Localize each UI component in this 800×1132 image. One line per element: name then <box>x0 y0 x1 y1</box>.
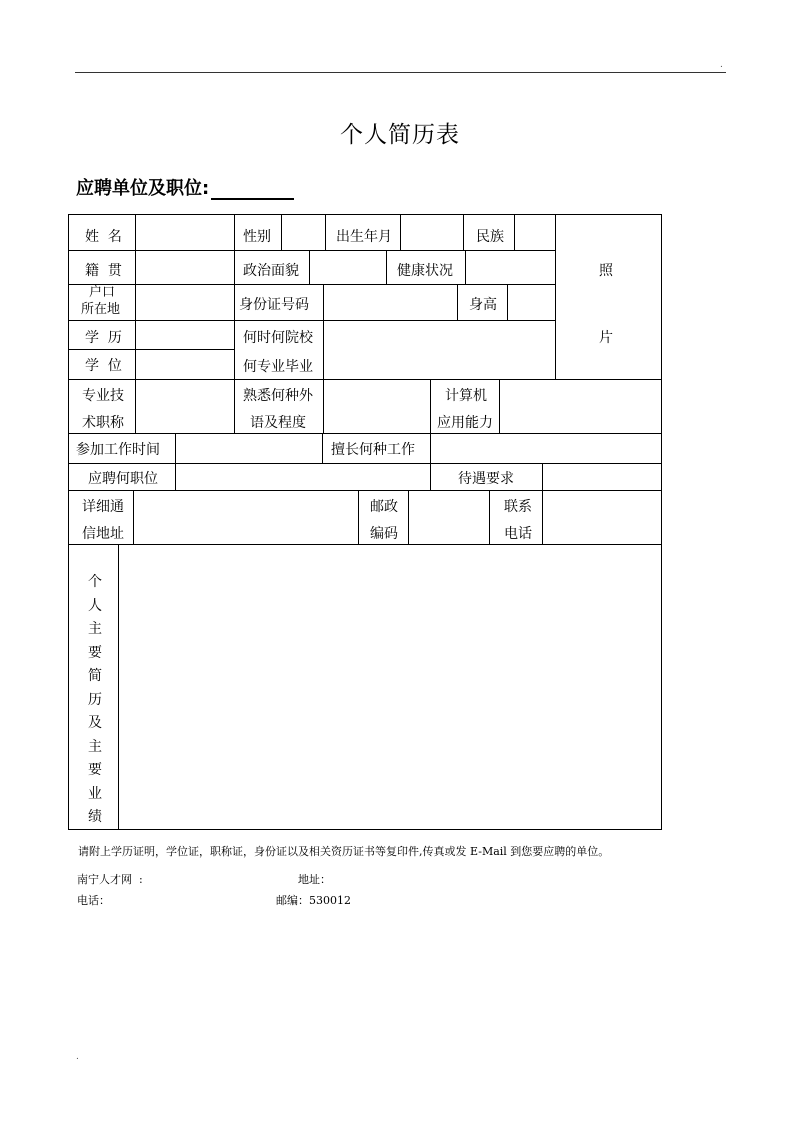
label-name: 姓 名 <box>85 229 122 245</box>
label-address-line2: 信地址 <box>82 526 124 542</box>
apply-position-label: 应聘单位及职位: <box>76 178 210 199</box>
label-phone-line2: 电话 <box>504 526 532 542</box>
gender-field[interactable] <box>282 215 325 250</box>
photo-area[interactable] <box>556 215 661 379</box>
label-health: 健康状况 <box>397 263 453 279</box>
footer-address: 地址： <box>298 873 331 886</box>
hukou-field[interactable] <box>136 285 234 320</box>
label-specialty: 擅长何种工作 <box>331 442 415 458</box>
native-place-field[interactable] <box>136 251 234 284</box>
birth-field[interactable] <box>401 215 463 250</box>
specialty-field[interactable] <box>431 434 661 463</box>
label-native-place: 籍 贯 <box>85 263 122 279</box>
label-school-line1: 何时何院校 <box>243 330 313 346</box>
footer-phone: 电话： <box>77 894 110 907</box>
health-field[interactable] <box>466 251 555 284</box>
label-lang-line1: 熟悉何种外 <box>243 388 313 404</box>
work-start-field[interactable] <box>176 434 322 463</box>
label-hukou-line1: 户口 <box>89 285 116 300</box>
position-field[interactable] <box>176 464 430 490</box>
height-field[interactable] <box>508 285 555 320</box>
title-field[interactable] <box>136 380 234 433</box>
label-school-line2: 何专业毕业 <box>243 359 313 375</box>
resume-body-field[interactable] <box>119 545 661 829</box>
label-birth: 出生年月 <box>336 229 392 245</box>
label-height: 身高 <box>469 297 497 313</box>
corner-mark: . <box>720 60 723 70</box>
label-title-line2: 术职称 <box>82 415 124 431</box>
label-position: 应聘何职位 <box>88 471 158 487</box>
label-ethnicity: 民族 <box>476 229 504 245</box>
label-gender: 性别 <box>243 229 271 245</box>
photo-label-top: 照 <box>599 263 613 279</box>
corner-mark-bottom: . <box>76 1052 79 1062</box>
label-computer-line2: 应用能力 <box>437 415 493 431</box>
label-work-start: 参加工作时间 <box>76 442 160 458</box>
language-field[interactable] <box>324 380 430 433</box>
phone-field[interactable] <box>543 491 661 544</box>
label-postcode-line2: 编码 <box>370 526 398 542</box>
salary-field[interactable] <box>543 464 661 490</box>
attachment-note: 请附上学历证明，学位证，职称证，身份证以及相关资历证书等复印件,传真或发 E-Mail 到您要应聘的单位。 <box>78 845 610 858</box>
computer-field[interactable] <box>500 380 661 433</box>
ethnicity-field[interactable] <box>515 215 555 250</box>
label-title-line1: 专业技 <box>82 388 124 404</box>
school-field[interactable] <box>324 321 555 379</box>
label-political: 政治面貌 <box>243 263 299 279</box>
political-field[interactable] <box>310 251 386 284</box>
address-field[interactable] <box>134 491 358 544</box>
footer-site: 南宁人才网 : <box>77 873 143 886</box>
page-title: 个人简历表 <box>340 122 460 148</box>
education-field[interactable] <box>136 321 234 349</box>
label-phone-line1: 联系 <box>504 499 532 515</box>
label-salary: 待遇要求 <box>458 471 514 487</box>
photo-label-bottom: 片 <box>599 330 613 346</box>
degree-field[interactable] <box>136 350 234 379</box>
label-degree: 学 位 <box>85 358 122 374</box>
label-hukou-line2: 所在地 <box>81 302 121 317</box>
id-number-field[interactable] <box>324 285 457 320</box>
label-lang-line2: 语及程度 <box>250 415 306 431</box>
label-education: 学 历 <box>85 330 122 346</box>
label-postcode-line1: 邮政 <box>370 499 398 515</box>
label-computer-line1: 计算机 <box>445 388 487 404</box>
name-field[interactable] <box>136 215 234 250</box>
label-id-number: 身份证号码 <box>239 297 309 313</box>
footer-postcode: 邮编：530012 <box>276 894 351 907</box>
label-address-line1: 详细通 <box>82 499 124 515</box>
label-resume-vertical: 个 人 主 要 简 历 及 主 要 业 绩 <box>88 574 102 825</box>
postcode-field[interactable] <box>409 491 489 544</box>
